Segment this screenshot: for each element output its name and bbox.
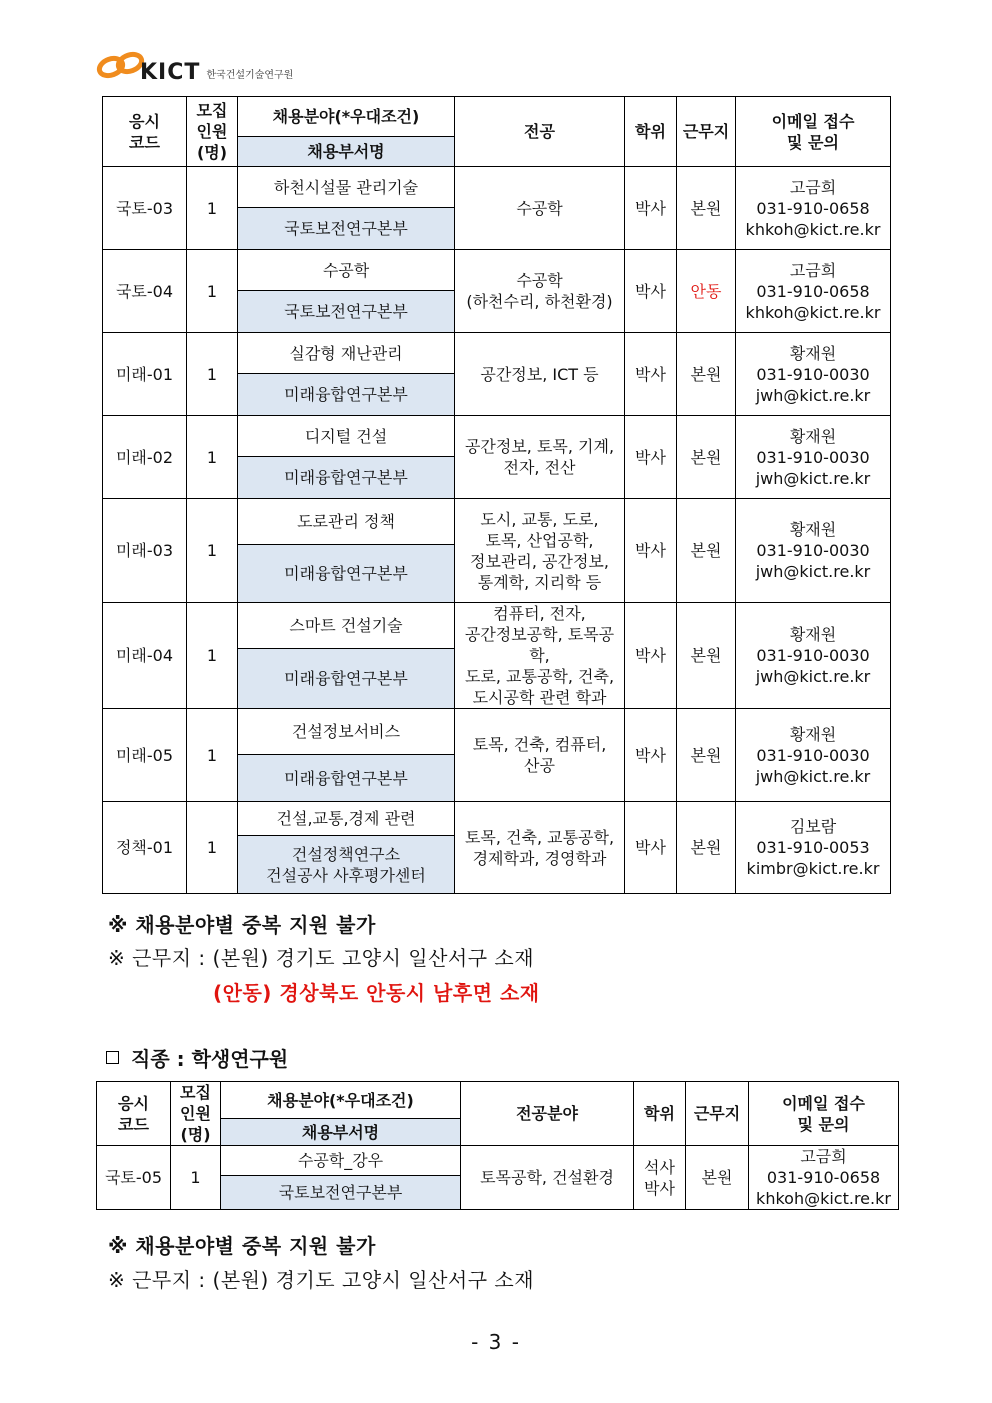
cell-location: 본원 <box>677 709 736 802</box>
cell-contact: 고금희 031-910-0658 khkoh@kict.re.kr <box>736 250 891 333</box>
section-title: 직종 : 학생연구원 <box>131 1047 289 1071</box>
cell-count: 1 <box>187 333 238 416</box>
cell-field: 하천시설물 관리기술 <box>238 167 455 208</box>
cell-location: 본원 <box>677 499 736 603</box>
cell-field: 수공학 <box>238 250 455 291</box>
cell-contact: 고금희 031-910-0658 khkoh@kict.re.kr <box>736 167 891 250</box>
header-code: 응시 코드 <box>97 1082 171 1146</box>
header-field: 채용분야(*우대조건) <box>238 97 455 137</box>
cell-dept: 건설정책연구소 건설공사 사후평가센터 <box>238 836 455 894</box>
cell-count: 1 <box>187 802 238 894</box>
cell-major: 컴퓨터, 전자, 공간정보공학, 토목공학, 도로, 교통공학, 건축, 도시공학 관련 학과 <box>455 603 625 709</box>
cell-location: 본원 <box>677 167 736 250</box>
cell-count: 1 <box>187 499 238 603</box>
header-count: 모집 인원 (명) <box>187 97 238 167</box>
cell-major: 수공학 (하천수리, 하천환경) <box>455 250 625 333</box>
cell-degree: 박사 <box>625 250 677 333</box>
header-degree: 학위 <box>625 97 677 167</box>
cell-major: 공간정보, ICT 등 <box>455 333 625 416</box>
cell-degree: 박사 <box>625 167 677 250</box>
cell-contact: 황재원 031-910-0030 jwh@kict.re.kr <box>736 603 891 709</box>
logo-subtitle: 한국건설기술연구원 <box>206 69 294 81</box>
header-count: 모집 인원 (명) <box>171 1082 221 1146</box>
header-field: 채용분야(*우대조건) <box>221 1082 461 1119</box>
cell-major: 도시, 교통, 도로, 토목, 산업공학, 정보관리, 공간정보, 통계학, 지리학 등 <box>455 499 625 603</box>
cell-degree: 석사 박사 <box>634 1146 686 1210</box>
cell-field: 실감형 재난관리 <box>238 333 455 374</box>
cell-major: 토목, 건축, 교통공학, 경제학과, 경영학과 <box>455 802 625 894</box>
table-row <box>103 709 891 755</box>
cell-code: 미래-02 <box>103 416 187 499</box>
section-student-researcher <box>106 1043 288 1072</box>
cell-field: 건설,교통,경제 관련 <box>238 802 455 836</box>
note-no-duplicate: ※ 채용분야별 중복 지원 불가 <box>108 913 376 937</box>
cell-location: 본원 <box>677 603 736 709</box>
cell-contact: 고금희 031-910-0658 khkoh@kict.re.kr <box>749 1146 899 1210</box>
cell-degree: 박사 <box>625 802 677 894</box>
cell-field: 도로관리 정책 <box>238 499 455 545</box>
cell-degree: 박사 <box>625 499 677 603</box>
cell-major: 토목공학, 건설환경 <box>461 1146 634 1210</box>
cell-contact: 황재원 031-910-0030 jwh@kict.re.kr <box>736 416 891 499</box>
cell-major: 수공학 <box>455 167 625 250</box>
cell-count: 1 <box>187 603 238 709</box>
cell-degree: 박사 <box>625 333 677 416</box>
table-row <box>103 499 891 545</box>
cell-contact: 황재원 031-910-0030 jwh@kict.re.kr <box>736 499 891 603</box>
cell-count: 1 <box>187 167 238 250</box>
cell-dept: 미래융합연구본부 <box>238 755 455 802</box>
cell-field: 스마트 건설기술 <box>238 603 455 649</box>
header-contact: 이메일 접수 및 문의 <box>749 1082 899 1146</box>
header-dept: 채용부서명 <box>238 137 455 167</box>
note-location-andong: (안동) 경상북도 안동시 남후면 소재 <box>213 981 540 1005</box>
cell-location: 본원 <box>677 333 736 416</box>
header-location: 근무지 <box>686 1082 749 1146</box>
note-location-main: ※ 근무지 : (본원) 경기도 고양시 일산서구 소재 <box>108 946 535 970</box>
cell-field: 수공학_강우 <box>221 1146 461 1176</box>
cell-contact: 황재원 031-910-0030 jwh@kict.re.kr <box>736 333 891 416</box>
cell-code: 미래-03 <box>103 499 187 603</box>
kict-logo-icon <box>96 49 146 83</box>
table-row <box>103 167 891 208</box>
cell-degree: 박사 <box>625 416 677 499</box>
recruitment-table-student <box>96 1081 899 1210</box>
cell-code: 국토-04 <box>103 250 187 333</box>
header-dept: 채용부서명 <box>221 1119 461 1146</box>
cell-dept: 미래융합연구본부 <box>238 545 455 603</box>
cell-major: 토목, 건축, 컴퓨터, 산공 <box>455 709 625 802</box>
cell-code: 국토-03 <box>103 167 187 250</box>
cell-code: 미래-01 <box>103 333 187 416</box>
header-location: 근무지 <box>677 97 736 167</box>
header-major: 전공 <box>455 97 625 167</box>
cell-count: 1 <box>187 709 238 802</box>
cell-dept: 미래융합연구본부 <box>238 649 455 709</box>
cell-count: 1 <box>187 250 238 333</box>
cell-degree: 박사 <box>625 603 677 709</box>
cell-code: 정책-01 <box>103 802 187 894</box>
table-row <box>97 1146 899 1176</box>
logo-name: KICT <box>140 59 201 85</box>
table-row <box>103 250 891 291</box>
page-number: - 3 - <box>471 1330 521 1354</box>
cell-location: 본원 <box>677 802 736 894</box>
note-location-main-2: ※ 근무지 : (본원) 경기도 고양시 일산서구 소재 <box>108 1268 535 1292</box>
note-no-duplicate-2: ※ 채용분야별 중복 지원 불가 <box>108 1234 376 1258</box>
recruitment-table-researcher <box>102 96 891 894</box>
header-degree: 학위 <box>634 1082 686 1146</box>
cell-code: 국토-05 <box>97 1146 171 1210</box>
cell-major: 공간정보, 토목, 기계, 전자, 전산 <box>455 416 625 499</box>
cell-dept: 국토보전연구본부 <box>238 291 455 333</box>
cell-dept: 국토보전연구본부 <box>238 208 455 250</box>
cell-degree: 박사 <box>625 709 677 802</box>
header-major: 전공분야 <box>461 1082 634 1146</box>
cell-location: 본원 <box>677 416 736 499</box>
cell-count: 1 <box>187 416 238 499</box>
cell-dept: 미래융합연구본부 <box>238 457 455 499</box>
table-row <box>103 802 891 836</box>
cell-field: 디지털 건설 <box>238 416 455 457</box>
header-contact: 이메일 접수 및 문의 <box>736 97 891 167</box>
table-row <box>103 603 891 649</box>
cell-field: 건설정보서비스 <box>238 709 455 755</box>
cell-contact: 김보람 031-910-0053 kimbr@kict.re.kr <box>736 802 891 894</box>
table-row <box>103 416 891 457</box>
header-code: 응시 코드 <box>103 97 187 167</box>
cell-dept: 미래융합연구본부 <box>238 374 455 416</box>
cell-contact: 황재원 031-910-0030 jwh@kict.re.kr <box>736 709 891 802</box>
cell-code: 미래-05 <box>103 709 187 802</box>
cell-count: 1 <box>171 1146 221 1210</box>
cell-code: 미래-04 <box>103 603 187 709</box>
cell-dept: 국토보전연구본부 <box>221 1176 461 1210</box>
square-bullet-icon <box>106 1051 119 1064</box>
cell-location: 안동 <box>677 250 736 333</box>
kict-logo <box>96 46 293 86</box>
cell-location: 본원 <box>686 1146 749 1210</box>
table-row <box>103 333 891 374</box>
